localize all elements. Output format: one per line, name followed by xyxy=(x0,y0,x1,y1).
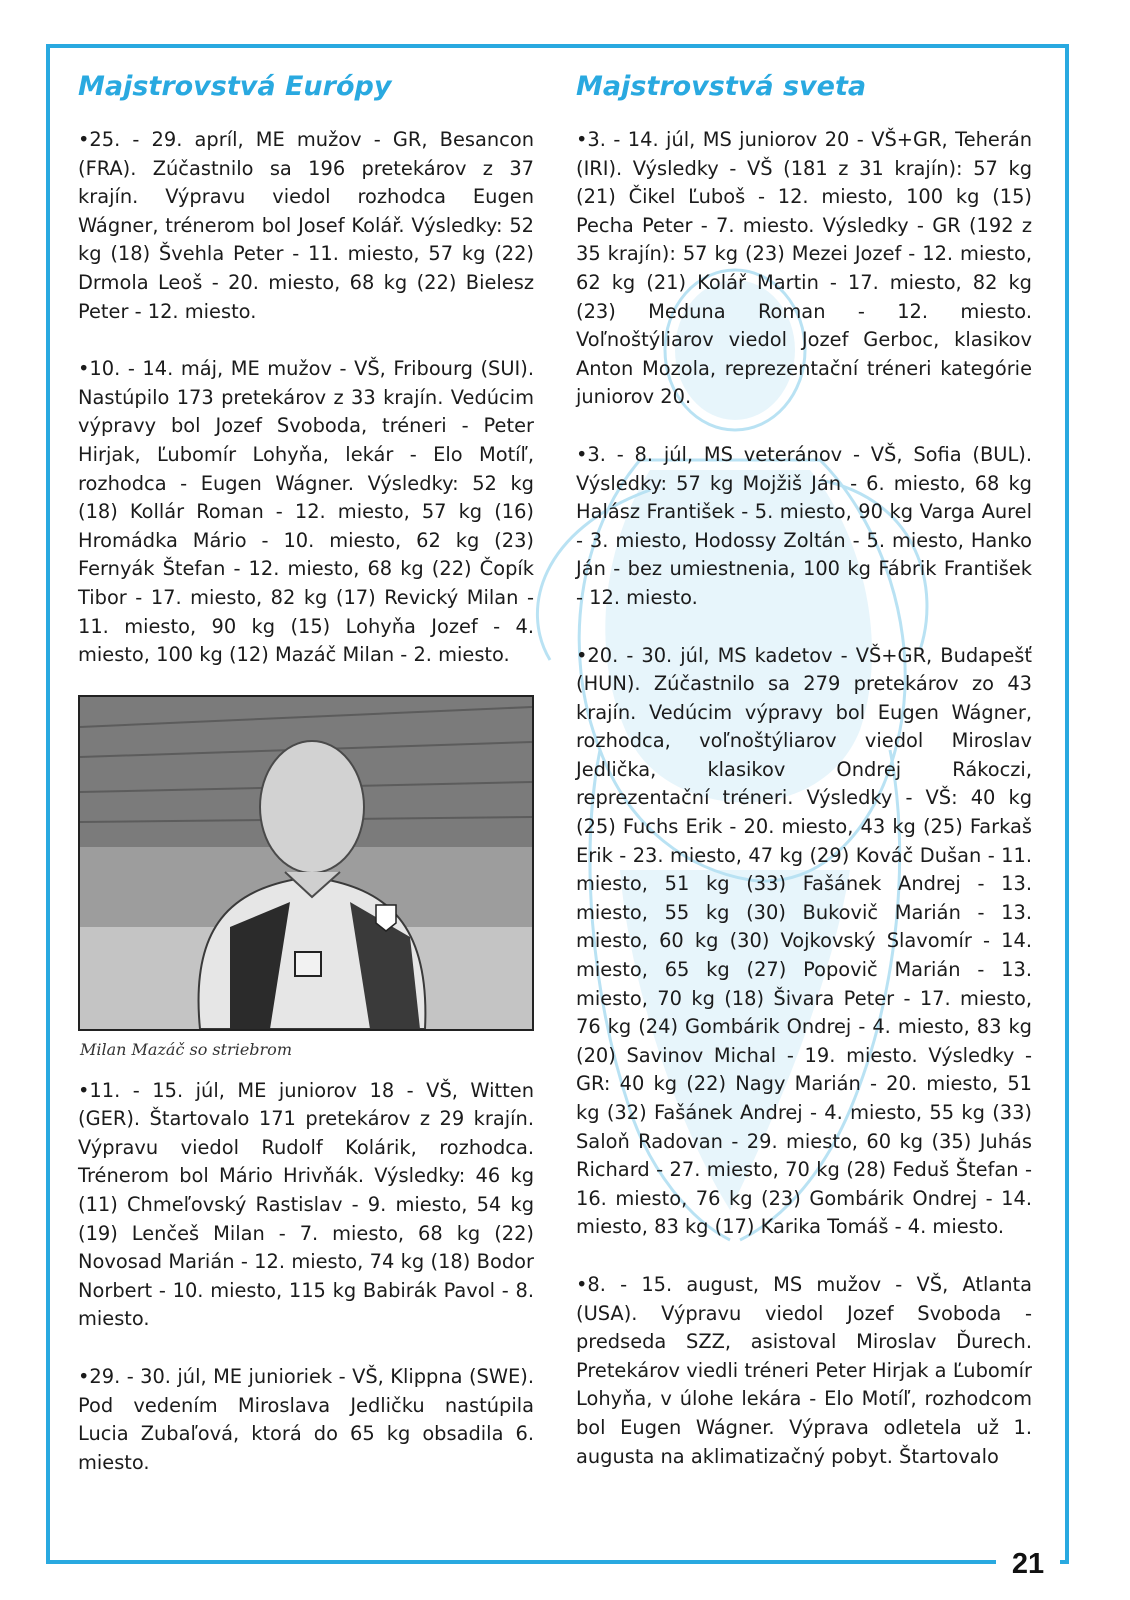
entry-me-junioriek: •29. - 30. júl, ME junioriek - VŠ, Klippna (SWE). Pod vedením Miroslava Jedličku nastúpila Lucia Zubaľová, ktorá do 65 kg obsadila 6. miesto. xyxy=(78,1365,534,1474)
section-heading-world: Majstrovstvá sveta xyxy=(576,71,867,102)
entry-me-juniorov-18: •11. - 15. júl, ME juniorov 18 - VŠ, Witten (GER). Štartovalo 171 pretekárov z 29 krajín. Výpravu viedol Rudolf Kolárik, rozhodca. Trénerom bol Mário Hrivňák. Výsledky: 46 kg (11) Chmeľovský Rastislav - 9. miesto, 54 kg (19) Lenčeš Milan - 7. miesto, 68 kg (22) Novosad Marián - 12. miesto, 74 kg (18) Bodor Norbert - 10. miesto, 115 kg Babirák Pavol - 8. miesto. xyxy=(78,1078,534,1331)
photo-wrestler-image xyxy=(80,697,532,1029)
right-column xyxy=(576,68,1032,1500)
left-column xyxy=(78,68,534,1506)
entry-ms-kadetov: •20. - 30. júl, MS kadetov - VŠ+GR, Budapešť (HUN). Zúčastnilo sa 279 pretekárov zo 43 krajín. Vedúcim výpravy bol Eugen Wágner, rozhodca, voľnoštýliarov viedol Miroslav Jedlička, klasikov Ondrej Rákoczi, reprezentační tréneri. Výsledky - VŠ: 40 kg (25) Fuchs Erik - 20. miesto, 43 kg (25) Farkaš Erik - 23. miesto, 47 kg (29) Kováč Dušan - 11. miesto, 51 kg (33) Fašánek Andrej - 13. miesto, 55 kg (30) Bukovič Marián - 13. miesto, 60 kg (30) Vojkovský Slavomír - 14. miesto, 65 kg (27) Popovič Marián - 13. miesto, 70 kg (18) Šivara Peter - 17. miesto, 76 kg (24) Gombárik Ondrej - 4. miesto, 83 kg (20) Savinov Michal - 19. miesto. Výsledky - GR: 40 kg (22) Nagy Marián - 20. miesto, 51 kg (32) Fašánek Andrej - 4. miesto, 55 kg (33) Saloň Radovan - 29. miesto, 60 kg (35) Juhás Richard - 27. miesto, 70 kg (28) Feduš Štefan - 16. miesto, 76 kg (23) Gombárik Ondrej - 14. miesto, 83 kg (17) Karika Tomáš - 4. miesto. xyxy=(576,643,1032,1239)
entry-ms-juniorov-20: •3. - 14. júl, MS juniorov 20 - VŠ+GR, Teherán (IRI). Výsledky - VŠ (181 z 31 krajín): 57 kg (21) Čikel Ľuboš - 12. miesto, 100 kg (15) Pecha Peter - 7. miesto. Výsledky - GR (192 z 35 krajín): 57 kg (23) Mezei Jozef - 12. miesto, 62 kg (21) Kolář Martin - 17. miesto, 82 kg (23) Meduna Roman - 12. miesto. Voľnoštýliarov viedol Jozef Gerboc, klasikov Anton Mozola, reprezentační tréneri kategórie juniorov 20. xyxy=(576,128,1032,409)
section-heading-europe: Majstrovstvá Európy xyxy=(78,71,392,102)
entry-ms-muzov: •8. - 15. august, MS mužov - VŠ, Atlanta (USA). Výpravu viedol Jozef Svoboda - predseda SZZ, asistoval Miroslav Ďurech. Pretekárov viedli tréneri Peter Hirjak a Ľubomír Lohyňa, v úlohe lekára - Elo Motíľ, rozhodcom bol Eugen Wágner. Výprava odletela už 1. augusta na aklimatizačný pobyt. Štartovalo xyxy=(576,1272,1032,1468)
entry-me-muzov-gr: •25. - 29. apríl, ME mužov - GR, Besancon (FRA). Zúčastnilo sa 196 pretekárov z 37 krajín. Výpravu viedol rozhodca Eugen Wágner, trénerom bol Josef Kolář. Výsledky: 52 kg (18) Švehla Peter - 11. miesto, 57 kg (22) Drmola Leoš - 20. miesto, 68 kg (22) Bielesz Peter - 12. miesto. xyxy=(78,128,534,323)
page-number: 21 xyxy=(996,1547,1060,1581)
photo-caption: Milan Mazáč so striebrom xyxy=(80,1039,292,1059)
entry-ms-veteranov: •3. - 8. júl, MS veteránov - VŠ, Sofia (BUL). Výsledky: 57 kg Mojžiš Ján - 6. miesto, 68 kg Halász František - 5. miesto, 90 kg Varga Aurel - 3. miesto, Hodossy Zoltán - 5. miesto, Hanko Ján - bez umiestnenia, 100 kg Fábrik František - 12. miesto. xyxy=(576,442,1032,609)
entry-me-muzov-vs: •10. - 14. máj, ME mužov - VŠ, Fribourg (SUI). Nastúpilo 173 pretekárov z 33 krajín. Vedúcim výpravy bol Jozef Svoboda, tréneri - Peter Hirjak, Ľubomír Lohyňa, lekár - Elo Motíľ, rozhodca - Eugen Wágner. Výsledky: 52 kg (18) Kollár Roman - 12. miesto, 57 kg (16) Hromádka Mário - 10. miesto, 62 kg (23) Fernyák Štefan - 12. miesto, 68 kg (22) Čopík Tibor - 17. miesto, 82 kg (17) Revický Milan - 11. miesto, 90 kg (15) Lohyňa Jozef - 4. miesto, 100 kg (12) Mazáč Milan - 2. miesto. xyxy=(78,357,534,667)
photo-milan-mazac xyxy=(78,695,534,1031)
